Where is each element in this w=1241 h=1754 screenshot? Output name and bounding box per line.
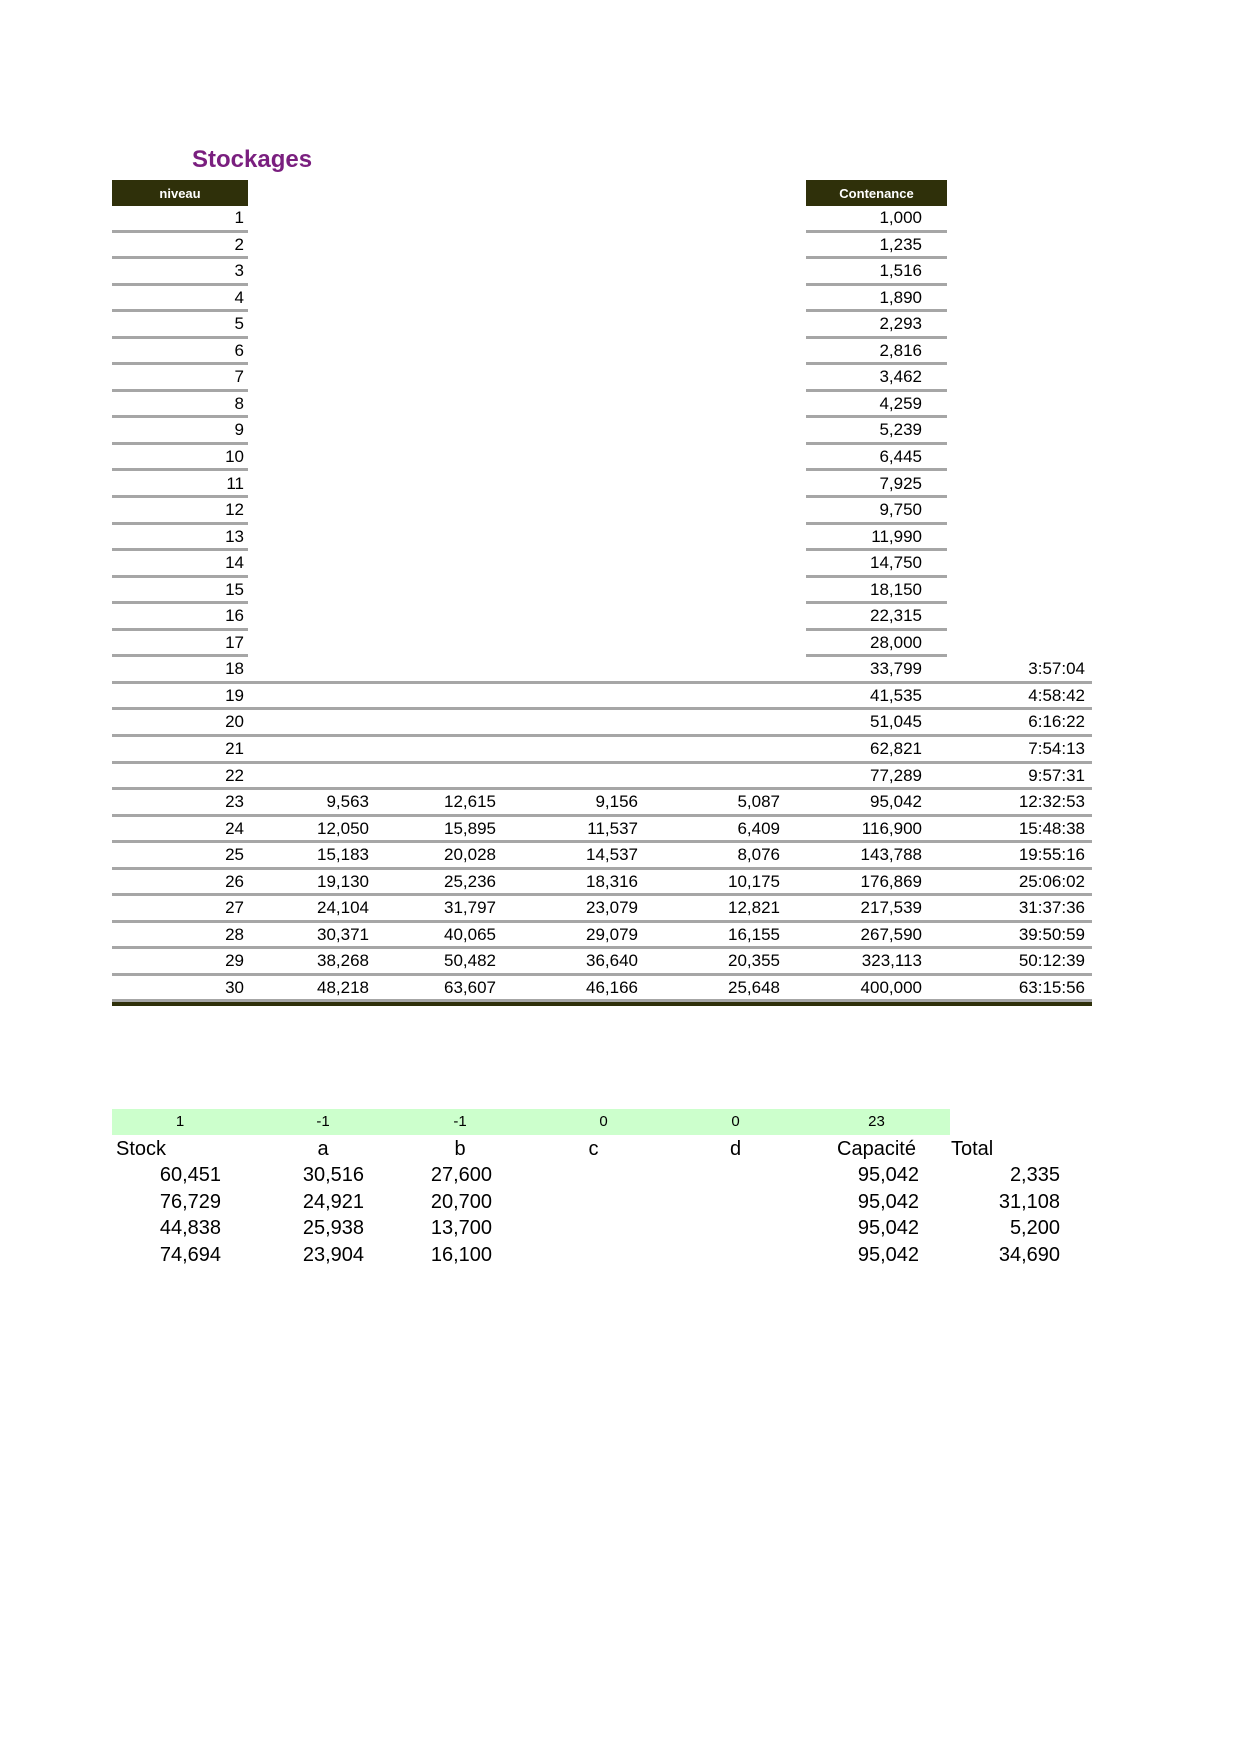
cell-niveau: 9	[234, 420, 244, 440]
cell-niveau: 12	[225, 500, 244, 520]
cell-contenance: 2,816	[879, 340, 922, 360]
table-row	[0, 312, 1241, 339]
cell-c	[478, 498, 638, 525]
cell-d	[620, 472, 780, 499]
cell-contenance: 28,000	[870, 632, 922, 652]
table-row	[0, 657, 1241, 684]
cell-d	[620, 498, 780, 525]
cell-niveau: 21	[225, 739, 244, 758]
cell-time: 31:37:36	[1018, 898, 1085, 918]
cell-time	[925, 365, 1085, 392]
cell-niveau: 15	[225, 579, 244, 599]
param-d: 0	[731, 1113, 740, 1130]
cell-time	[925, 392, 1085, 419]
table-row	[0, 604, 1241, 631]
cell-niveau: 7	[234, 367, 244, 387]
label-stock: Stock	[116, 1138, 167, 1160]
result-b: 16,100	[430, 1243, 492, 1266]
cell-contenance: 51,045	[870, 712, 922, 732]
table-row	[0, 737, 1241, 764]
table-row	[0, 578, 1241, 605]
cell-a: 24,104	[317, 898, 369, 918]
table-row	[0, 923, 1241, 950]
cell-a: 9,563	[326, 792, 369, 812]
result-b: 27,600	[430, 1164, 492, 1186]
table-row	[0, 764, 1241, 791]
table-row	[0, 498, 1241, 525]
table-row	[0, 525, 1241, 552]
cell-d	[620, 578, 780, 605]
cell-c	[478, 339, 638, 366]
cell-b	[336, 312, 496, 339]
table-row	[0, 286, 1241, 313]
cell-c	[478, 259, 638, 286]
cell-niveau: 16	[225, 606, 244, 626]
cell-contenance: 5,239	[879, 420, 922, 440]
cell-d	[620, 604, 780, 631]
cell-contenance: 22,315	[870, 606, 922, 626]
cell-c: 18,316	[586, 871, 638, 891]
cell-contenance: 18,150	[870, 579, 922, 599]
cell-contenance: 33,799	[870, 659, 922, 679]
cell-c	[478, 551, 638, 578]
cell-time: 25:06:02	[1018, 871, 1085, 891]
cell-contenance: 143,788	[860, 845, 922, 865]
cell-niveau: 25	[225, 845, 244, 865]
table-row	[0, 206, 1241, 233]
cell-d	[620, 259, 780, 286]
cell-d: 6,409	[737, 818, 780, 838]
label-d: d	[729, 1138, 742, 1160]
result-a: 24,921	[302, 1190, 364, 1213]
cell-time: 12:32:53	[1018, 792, 1085, 812]
cell-a: 19,130	[317, 871, 369, 891]
cell-b	[336, 445, 496, 472]
cell-niveau: 18	[225, 659, 244, 679]
cell-d: 5,087	[737, 792, 780, 812]
cell-niveau: 20	[225, 712, 244, 732]
cell-b	[336, 604, 496, 631]
cell-b: 25,236	[444, 871, 496, 891]
cell-c	[478, 392, 638, 419]
cell-d: 10,175	[728, 871, 780, 891]
cell-b: 63,607	[444, 977, 496, 997]
result-a: 30,516	[302, 1164, 364, 1186]
result-total: 31,108	[998, 1190, 1060, 1213]
result-b: 13,700	[430, 1217, 492, 1239]
cell-d	[620, 392, 780, 419]
result-capacite: 95,042	[857, 1217, 919, 1239]
result-b: 20,700	[430, 1190, 492, 1213]
cell-contenance: 1,000	[879, 208, 922, 227]
cell-c: 9,156	[595, 792, 638, 812]
cell-b: 40,065	[444, 924, 496, 944]
label-total: Total	[951, 1138, 994, 1160]
cell-a: 48,218	[317, 977, 369, 997]
result-row	[0, 1215, 1241, 1242]
result-stock: 74,694	[159, 1243, 221, 1266]
result-row	[0, 1162, 1241, 1189]
cell-d	[620, 525, 780, 552]
table-row	[0, 365, 1241, 392]
cell-time	[925, 445, 1085, 472]
cell-time	[925, 206, 1085, 233]
param-c: 0	[599, 1113, 608, 1130]
table-row	[0, 392, 1241, 419]
cell-contenance: 176,869	[860, 871, 922, 891]
cell-contenance: 3,462	[879, 367, 922, 387]
cell-d: 16,155	[728, 924, 780, 944]
result-a: 23,904	[302, 1243, 364, 1266]
cell-niveau: 3	[234, 261, 244, 281]
result-capacite: 95,042	[857, 1243, 919, 1266]
table-row	[0, 870, 1241, 897]
table-row	[0, 710, 1241, 737]
table-row	[0, 976, 1241, 1003]
cell-b: 20,028	[444, 845, 496, 865]
cell-time: 4:58:42	[1028, 685, 1085, 705]
param-b: -1	[453, 1113, 467, 1130]
result-capacite: 95,042	[857, 1164, 919, 1186]
cell-c: 36,640	[586, 951, 638, 971]
cell-niveau: 13	[225, 526, 244, 546]
cell-contenance: 116,900	[861, 818, 922, 838]
cell-contenance: 2,293	[879, 314, 922, 334]
cell-time	[925, 339, 1085, 366]
table-row	[0, 684, 1241, 711]
cell-c: 29,079	[586, 924, 638, 944]
cell-d	[620, 365, 780, 392]
cell-b	[336, 525, 496, 552]
result-stock: 60,451	[159, 1164, 221, 1186]
cell-time: 6:16:22	[1028, 712, 1085, 732]
result-total: 5,200	[1009, 1217, 1060, 1239]
cell-niveau: 19	[225, 685, 244, 705]
cell-c	[478, 578, 638, 605]
cell-contenance: 62,821	[870, 739, 922, 758]
cell-niveau: 11	[226, 473, 244, 493]
cell-time: 7:54:13	[1028, 739, 1085, 758]
cell-b: 12,615	[444, 792, 496, 812]
cell-d	[620, 418, 780, 445]
cell-niveau: 30	[225, 977, 244, 997]
cell-contenance: 1,890	[879, 287, 922, 307]
cell-niveau: 2	[234, 234, 244, 254]
table-row	[0, 259, 1241, 286]
cell-c	[478, 631, 638, 658]
table-row	[0, 817, 1241, 844]
table-row	[0, 631, 1241, 658]
result-stock: 76,729	[159, 1190, 221, 1213]
table-bottom-border	[112, 1002, 1092, 1006]
cell-d	[620, 631, 780, 658]
table-row	[0, 551, 1241, 578]
cell-d	[620, 339, 780, 366]
cell-time: 39:50:59	[1018, 924, 1085, 944]
cell-time: 63:15:56	[1018, 977, 1085, 997]
cell-d: 20,355	[728, 951, 780, 971]
cell-d: 25,648	[728, 977, 780, 997]
cell-time	[925, 286, 1085, 313]
cell-b	[336, 339, 496, 366]
cell-time	[925, 312, 1085, 339]
table-row	[0, 418, 1241, 445]
cell-contenance: 400,000	[860, 977, 922, 997]
cell-c	[478, 604, 638, 631]
cell-c	[478, 206, 638, 233]
result-a: 25,938	[302, 1217, 364, 1239]
cell-contenance: 11,990	[871, 526, 922, 546]
cell-time	[925, 233, 1085, 260]
cell-d	[620, 312, 780, 339]
cell-b	[336, 259, 496, 286]
cell-c	[478, 365, 638, 392]
cell-a: 30,371	[317, 924, 369, 944]
cell-niveau: 28	[225, 924, 244, 944]
cell-b	[336, 631, 496, 658]
result-total: 2,335	[1009, 1164, 1060, 1186]
cell-c	[478, 418, 638, 445]
cell-time	[925, 631, 1085, 658]
cell-c	[478, 445, 638, 472]
cell-contenance: 77,289	[870, 765, 922, 785]
cell-niveau: 27	[225, 898, 244, 918]
cell-time	[925, 578, 1085, 605]
result-total: 34,690	[998, 1243, 1060, 1266]
cell-niveau: 22	[225, 765, 244, 785]
cell-c: 23,079	[586, 898, 638, 918]
cell-b: 15,895	[444, 818, 496, 838]
cell-niveau: 23	[225, 792, 244, 812]
result-row	[0, 1189, 1241, 1216]
cell-d	[620, 445, 780, 472]
cell-b	[336, 392, 496, 419]
cell-d	[620, 551, 780, 578]
label-b: b	[454, 1138, 466, 1160]
cell-contenance: 14,750	[870, 553, 922, 573]
param-capacite: 23	[868, 1113, 885, 1130]
cell-contenance: 6,445	[879, 446, 922, 466]
header-contenance: Contenance	[806, 180, 947, 206]
cell-b	[336, 233, 496, 260]
table-row	[0, 339, 1241, 366]
cell-d	[620, 233, 780, 260]
cell-b	[336, 498, 496, 525]
cell-a: 12,050	[317, 818, 369, 838]
cell-b	[336, 206, 496, 233]
cell-contenance: 9,750	[879, 500, 922, 520]
result-stock: 44,838	[159, 1217, 221, 1239]
cell-contenance: 217,539	[860, 898, 922, 918]
cell-b	[336, 286, 496, 313]
cell-time: 9:57:31	[1028, 765, 1085, 785]
parameter-row	[112, 1109, 950, 1135]
cell-niveau: 6	[234, 340, 244, 360]
cell-time	[925, 472, 1085, 499]
table-row	[0, 896, 1241, 923]
result-row	[0, 1242, 1241, 1269]
param-niveau: 1	[175, 1113, 185, 1130]
cell-d: 12,821	[728, 898, 780, 918]
cell-d	[620, 206, 780, 233]
cell-niveau: 24	[225, 818, 244, 838]
table-row	[0, 790, 1241, 817]
cell-time	[925, 418, 1085, 445]
cell-contenance: 1,516	[879, 261, 922, 281]
cell-c: 14,537	[586, 845, 638, 865]
cell-niveau: 10	[225, 446, 244, 466]
cell-c	[478, 286, 638, 313]
cell-contenance: 41,535	[870, 685, 922, 705]
table-row	[0, 233, 1241, 260]
cell-contenance: 95,042	[870, 792, 922, 812]
cell-d	[620, 286, 780, 313]
cell-niveau: 4	[234, 287, 244, 307]
cell-c	[478, 233, 638, 260]
param-a: -1	[316, 1113, 330, 1130]
cell-c: 46,166	[586, 977, 638, 997]
cell-b: 50,482	[444, 951, 496, 971]
cell-niveau: 17	[225, 632, 244, 652]
table-row	[0, 445, 1241, 472]
cell-b	[336, 365, 496, 392]
cell-contenance: 4,259	[879, 393, 922, 413]
cell-b: 31,797	[444, 898, 496, 918]
cell-niveau: 1	[234, 208, 244, 227]
cell-d: 8,076	[737, 845, 780, 865]
cell-time: 15:48:38	[1018, 818, 1085, 838]
cell-contenance: 7,925	[879, 473, 922, 493]
table-row	[0, 472, 1241, 499]
cell-c	[478, 312, 638, 339]
table-row	[0, 843, 1241, 870]
cell-niveau: 29	[225, 951, 244, 971]
cell-contenance: 267,590	[860, 924, 922, 944]
page-title: Stockages	[192, 146, 313, 173]
cell-time	[925, 604, 1085, 631]
cell-time	[925, 551, 1085, 578]
label-c: c	[588, 1138, 599, 1160]
label-capacite: Capacité	[837, 1138, 916, 1160]
cell-niveau: 5	[234, 314, 244, 334]
cell-time	[925, 498, 1085, 525]
cell-c	[478, 472, 638, 499]
cell-contenance: 1,235	[879, 234, 922, 254]
cell-b	[336, 578, 496, 605]
header-niveau: niveau	[112, 180, 248, 206]
cell-niveau: 26	[225, 871, 244, 891]
cell-time: 50:12:39	[1018, 951, 1085, 971]
cell-a: 15,183	[317, 845, 369, 865]
cell-time: 19:55:16	[1018, 845, 1085, 865]
cell-c: 11,537	[587, 818, 638, 838]
cell-a: 38,268	[317, 951, 369, 971]
cell-c	[478, 525, 638, 552]
cell-b	[336, 551, 496, 578]
cell-niveau: 14	[225, 553, 244, 573]
label-a: a	[317, 1138, 329, 1160]
cell-time	[925, 525, 1085, 552]
cell-contenance: 323,113	[861, 951, 922, 971]
cell-time	[925, 259, 1085, 286]
cell-b	[336, 418, 496, 445]
cell-b	[336, 472, 496, 499]
cell-time: 3:57:04	[1028, 659, 1085, 679]
table-row	[0, 949, 1241, 976]
result-capacite: 95,042	[857, 1190, 919, 1213]
cell-niveau: 8	[234, 393, 244, 413]
